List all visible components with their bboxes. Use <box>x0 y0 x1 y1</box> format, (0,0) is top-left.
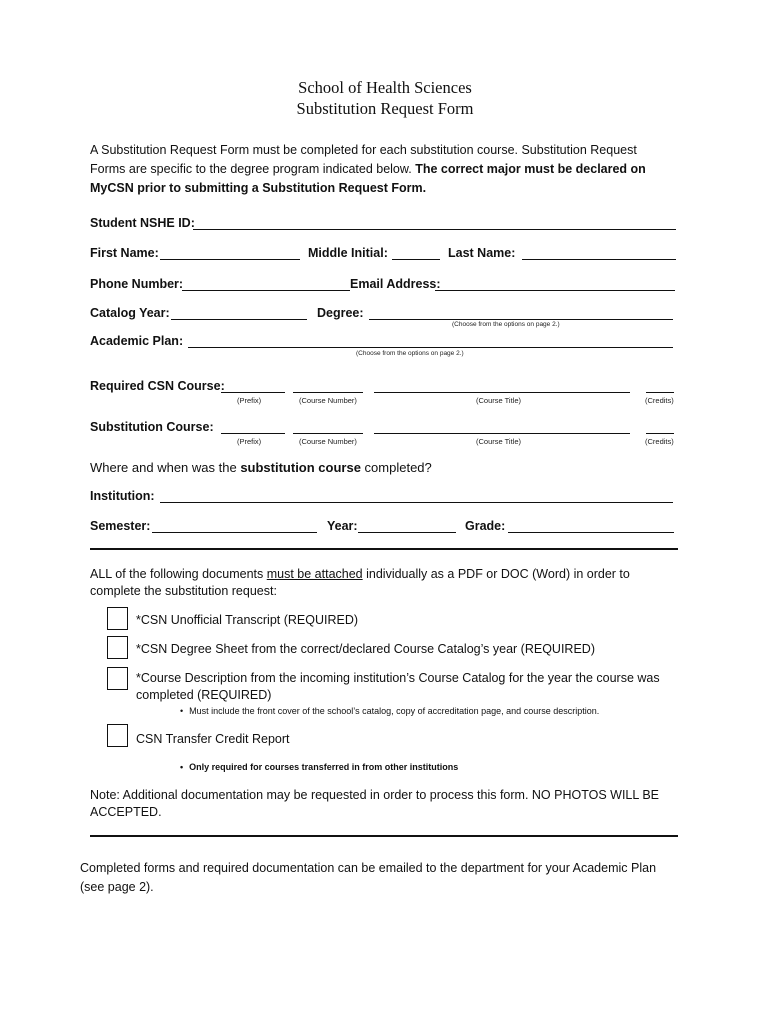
degree-sheet-checkbox[interactable] <box>107 636 128 659</box>
middle-initial-field[interactable] <box>392 259 440 260</box>
footer-text: Completed forms and required documentation can be emailed to the department for your Academic Plan (see page 2). <box>80 861 657 894</box>
institution-field[interactable] <box>160 502 673 503</box>
substitution-number-caption: (Course Number) <box>299 437 357 446</box>
completion-question: Where and when was the substitution course completed? <box>90 460 432 475</box>
year-label: Year: <box>327 519 358 533</box>
substitution-credits-caption: (Credits) <box>645 437 674 446</box>
academic-plan-label: Academic Plan: <box>90 334 184 348</box>
institution-label: Institution: <box>90 489 155 503</box>
first-name-field[interactable] <box>160 259 300 260</box>
intro-text: A Substitution Request Form must be completed for each substitution course. Substitution Request Forms are specific to the degree program indicated below. <box>90 143 637 176</box>
semester-field[interactable] <box>152 532 317 533</box>
required-number-caption: (Course Number) <box>299 396 357 405</box>
email-field[interactable] <box>435 290 675 291</box>
section-divider-2 <box>90 835 678 837</box>
course-description-checkbox[interactable] <box>107 667 128 690</box>
degree-label: Degree: <box>317 306 364 320</box>
intro-paragraph <box>90 141 670 198</box>
required-number-field[interactable] <box>293 392 363 393</box>
required-course-label: Required CSN Course: <box>90 379 225 393</box>
nshe-id-label: Student NSHE ID: <box>90 216 195 230</box>
academic-plan-field[interactable] <box>188 347 673 348</box>
required-credits-caption: (Credits) <box>645 396 674 405</box>
transfer-credit-checkbox[interactable] <box>107 724 128 747</box>
form-title-line2: Substitution Request Form <box>296 99 474 118</box>
grade-label: Grade: <box>465 519 506 533</box>
document-item-degree-sheet: *CSN Degree Sheet from the correct/declared Course Catalog’s year (REQUIRED) <box>136 642 595 656</box>
required-prefix-caption: (Prefix) <box>237 396 262 405</box>
note-text: Note: Additional documentation may be requested in order to process this form. NO PHOTOS WILL BE ACCEPTED. <box>90 788 660 819</box>
section-divider-1 <box>90 548 678 550</box>
required-prefix-field[interactable] <box>221 392 285 393</box>
course-description-bullet: • Must include the front cover of the school’s catalog, copy of accreditation page, and course description. <box>180 706 599 716</box>
last-name-field[interactable] <box>522 259 676 260</box>
substitution-number-field[interactable] <box>293 433 363 434</box>
required-title-field[interactable] <box>374 392 630 393</box>
transcript-checkbox[interactable] <box>107 607 128 630</box>
grade-field[interactable] <box>508 532 674 533</box>
nshe-id-field[interactable] <box>193 229 676 230</box>
middle-initial-label: Middle Initial: <box>308 246 388 260</box>
substitution-title-caption: (Course Title) <box>476 437 522 446</box>
first-name-label: First Name: <box>90 246 159 260</box>
document-item-transfer-credit: CSN Transfer Credit Report <box>136 732 290 746</box>
intro-bold-text: The correct major must be declared on MyCSN prior to submitting a Substitution Request Form. <box>90 162 646 195</box>
document-item-transcript: *CSN Unofficial Transcript (REQUIRED) <box>136 613 359 627</box>
substitution-course-label: Substitution Course: <box>90 420 214 434</box>
documents-intro: ALL of the following documents must be attached individually as a PDF or DOC (Word) in order to complete the substitution request: <box>90 567 630 598</box>
phone-label: Phone Number: <box>90 277 184 291</box>
document-item-course-description: *Course Description from the incoming institution’s Course Catalog for the year the course was completed (REQUIRED) <box>136 671 660 702</box>
semester-label: Semester: <box>90 519 151 533</box>
phone-field[interactable] <box>182 290 350 291</box>
substitution-title-field[interactable] <box>374 433 630 434</box>
form-title-line1: School of Health Sciences <box>298 78 472 97</box>
email-label: Email Address: <box>350 277 441 291</box>
transfer-credit-bullet: • Only required for courses transferred in from other institutions <box>180 762 458 772</box>
last-name-label: Last Name: <box>448 246 516 260</box>
degree-hint: (Choose from the options on page 2.) <box>452 321 560 328</box>
required-title-caption: (Course Title) <box>476 396 522 405</box>
catalog-year-label: Catalog Year: <box>90 306 170 320</box>
catalog-year-field[interactable] <box>171 319 307 320</box>
academic-plan-hint: (Choose from the options on page 2.) <box>356 350 464 357</box>
substitution-prefix-caption: (Prefix) <box>237 437 262 446</box>
required-credits-field[interactable] <box>646 392 674 393</box>
substitution-credits-field[interactable] <box>646 433 674 434</box>
year-field[interactable] <box>358 532 456 533</box>
substitution-prefix-field[interactable] <box>221 433 285 434</box>
degree-field[interactable] <box>369 319 673 320</box>
